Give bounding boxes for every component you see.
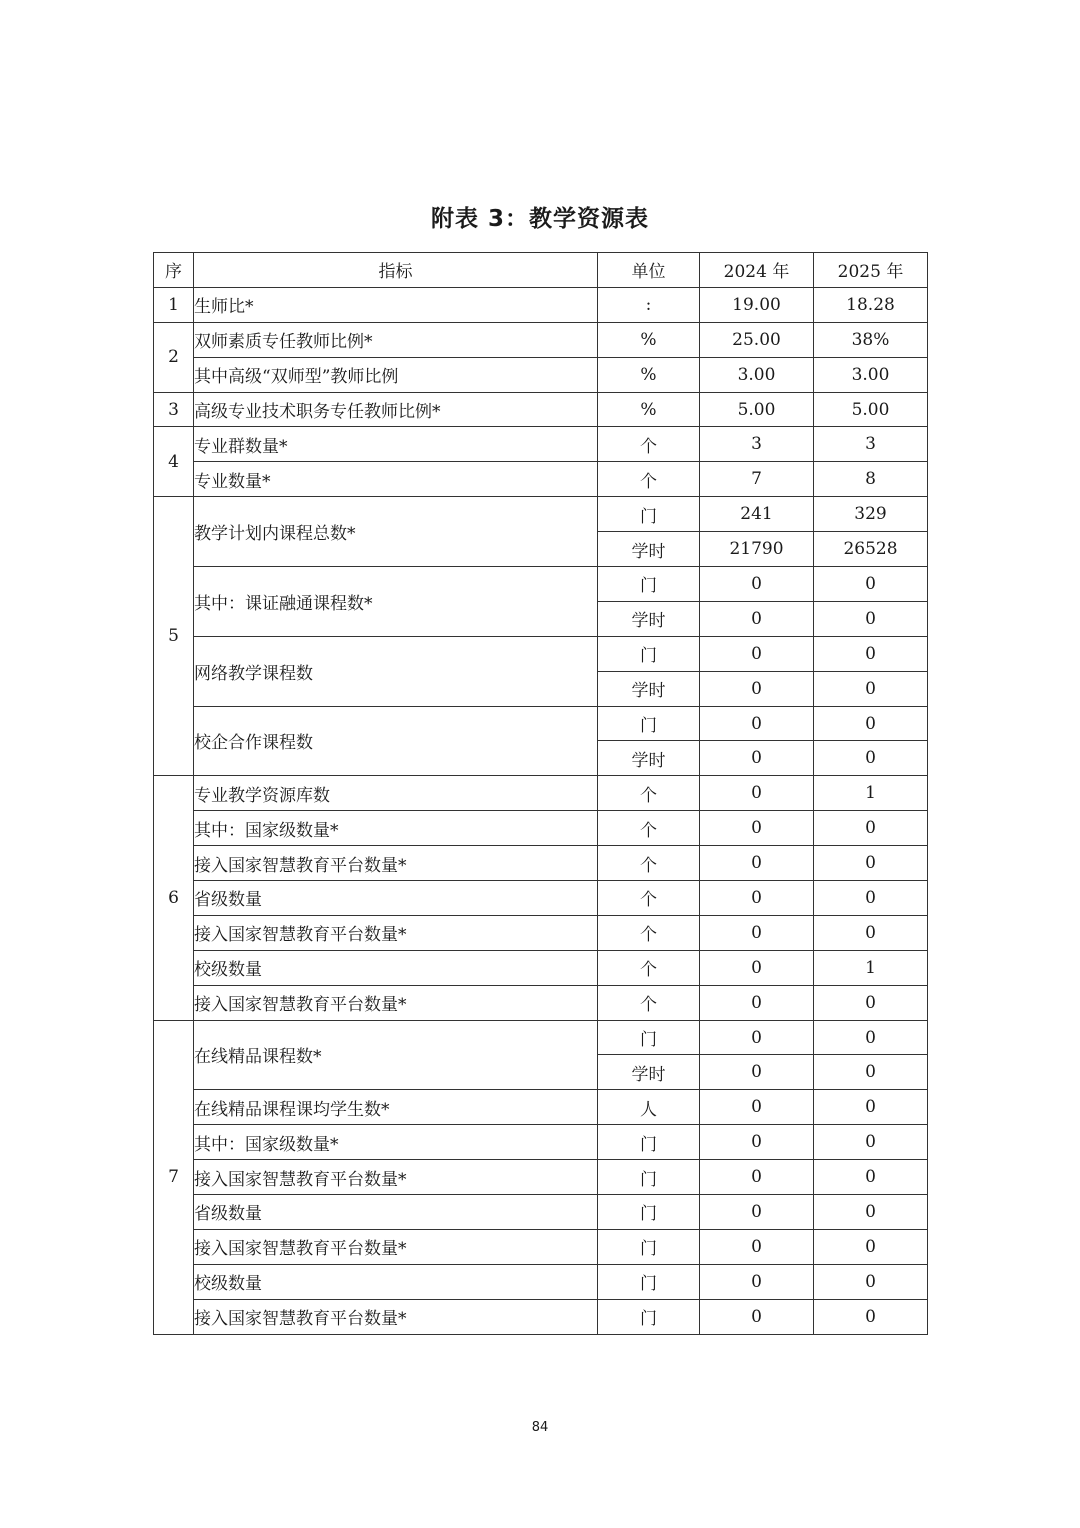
value-2025-cell: 1 <box>814 776 928 811</box>
header-seq: 序 <box>154 253 194 288</box>
table-row <box>154 636 928 671</box>
value-2024-cell: 7 <box>700 462 814 497</box>
table-row <box>154 1195 928 1230</box>
value-2025-cell: 0 <box>814 601 928 636</box>
indicator-cell: 教学计划内课程总数* <box>194 497 598 567</box>
indicator-cell: 在线精品课程数* <box>194 1020 598 1090</box>
table-row <box>154 1299 928 1334</box>
seq-cell: 2 <box>154 322 194 392</box>
page-number: 84 <box>531 1420 549 1435</box>
value-2024-cell: 19.00 <box>700 287 814 322</box>
indicator-cell: 其中：国家级数量* <box>194 811 598 846</box>
indicator-cell: 校级数量 <box>194 1264 598 1299</box>
unit-cell: 门 <box>598 1020 700 1055</box>
value-2025-cell: 0 <box>814 741 928 776</box>
unit-cell: 门 <box>598 706 700 741</box>
seq-cell: 6 <box>154 776 194 1020</box>
unit-cell: 门 <box>598 1229 700 1264</box>
value-2024-cell: 0 <box>700 915 814 950</box>
unit-cell: 门 <box>598 1160 700 1195</box>
unit-cell: % <box>598 322 700 357</box>
value-2025-cell: 0 <box>814 1229 928 1264</box>
table-row <box>154 1125 928 1160</box>
indicator-cell: 接入国家智慧教育平台数量* <box>194 846 598 881</box>
table-row <box>154 497 928 532</box>
value-2024-cell: 0 <box>700 671 814 706</box>
value-2025-cell: 0 <box>814 636 928 671</box>
value-2024-cell: 0 <box>700 1055 814 1090</box>
unit-cell: 个 <box>598 950 700 985</box>
table-row <box>154 1264 928 1299</box>
table-row <box>154 706 928 741</box>
header-indicator: 指标 <box>194 253 598 288</box>
indicator-cell: 在线精品课程课均学生数* <box>194 1090 598 1125</box>
table-row <box>154 1020 928 1055</box>
unit-cell: 人 <box>598 1090 700 1125</box>
unit-cell: 学时 <box>598 671 700 706</box>
table-row <box>154 881 928 916</box>
indicator-cell: 接入国家智慧教育平台数量* <box>194 985 598 1020</box>
unit-cell: 个 <box>598 915 700 950</box>
seq-cell: 7 <box>154 1020 194 1334</box>
table-row <box>154 567 928 602</box>
value-2025-cell: 0 <box>814 706 928 741</box>
seq-cell: 1 <box>154 287 194 322</box>
table-row <box>154 462 928 497</box>
table-row <box>154 985 928 1020</box>
value-2025-cell: 0 <box>814 1055 928 1090</box>
unit-cell: 门 <box>598 497 700 532</box>
value-2025-cell: 0 <box>814 846 928 881</box>
value-2025-cell: 26528 <box>814 532 928 567</box>
unit-cell: 门 <box>598 567 700 602</box>
value-2025-cell: 0 <box>814 1090 928 1125</box>
unit-cell: % <box>598 357 700 392</box>
value-2025-cell: 18.28 <box>814 287 928 322</box>
table-row <box>154 811 928 846</box>
value-2025-cell: 0 <box>814 985 928 1020</box>
value-2024-cell: 0 <box>700 741 814 776</box>
unit-cell: 学时 <box>598 601 700 636</box>
value-2024-cell: 25.00 <box>700 322 814 357</box>
seq-cell: 5 <box>154 497 194 776</box>
value-2025-cell: 0 <box>814 1299 928 1334</box>
value-2024-cell: 0 <box>700 1020 814 1055</box>
value-2025-cell: 0 <box>814 881 928 916</box>
unit-cell: 个 <box>598 985 700 1020</box>
value-2025-cell: 0 <box>814 1264 928 1299</box>
value-2024-cell: 0 <box>700 776 814 811</box>
header-row <box>154 253 928 288</box>
unit-cell: 学时 <box>598 1055 700 1090</box>
value-2024-cell: 0 <box>700 1264 814 1299</box>
indicator-cell: 省级数量 <box>194 1195 598 1230</box>
table-row <box>154 357 928 392</box>
indicator-cell: 生师比* <box>194 287 598 322</box>
value-2024-cell: 0 <box>700 985 814 1020</box>
value-2024-cell: 0 <box>700 881 814 916</box>
table-row <box>154 1090 928 1125</box>
value-2024-cell: 0 <box>700 1125 814 1160</box>
value-2024-cell: 0 <box>700 1299 814 1334</box>
value-2024-cell: 0 <box>700 1195 814 1230</box>
value-2025-cell: 38% <box>814 322 928 357</box>
indicator-cell: 其中高级“双师型”教师比例 <box>194 357 598 392</box>
header-2025: 2025 年 <box>814 253 928 288</box>
table-row <box>154 1229 928 1264</box>
value-2025-cell: 0 <box>814 1125 928 1160</box>
unit-cell: 门 <box>598 1125 700 1160</box>
indicator-cell: 专业教学资源库数 <box>194 776 598 811</box>
unit-cell: : <box>598 287 700 322</box>
value-2024-cell: 0 <box>700 846 814 881</box>
unit-cell: 门 <box>598 1264 700 1299</box>
value-2024-cell: 5.00 <box>700 392 814 427</box>
indicator-cell: 高级专业技术职务专任教师比例* <box>194 392 598 427</box>
value-2024-cell: 0 <box>700 601 814 636</box>
indicator-cell: 其中：国家级数量* <box>194 1125 598 1160</box>
value-2025-cell: 8 <box>814 462 928 497</box>
value-2024-cell: 0 <box>700 950 814 985</box>
unit-cell: 个 <box>598 427 700 462</box>
table-row <box>154 915 928 950</box>
value-2025-cell: 0 <box>814 671 928 706</box>
value-2025-cell: 0 <box>814 1020 928 1055</box>
value-2025-cell: 1 <box>814 950 928 985</box>
value-2025-cell: 0 <box>814 1160 928 1195</box>
value-2024-cell: 0 <box>700 1160 814 1195</box>
table-row <box>154 392 928 427</box>
value-2025-cell: 5.00 <box>814 392 928 427</box>
value-2025-cell: 3 <box>814 427 928 462</box>
indicator-cell: 接入国家智慧教育平台数量* <box>194 1160 598 1195</box>
unit-cell: 个 <box>598 811 700 846</box>
indicator-cell: 省级数量 <box>194 881 598 916</box>
value-2024-cell: 0 <box>700 811 814 846</box>
seq-cell: 3 <box>154 392 194 427</box>
unit-cell: 门 <box>598 636 700 671</box>
indicator-cell: 专业数量* <box>194 462 598 497</box>
indicator-cell: 网络教学课程数 <box>194 636 598 706</box>
value-2025-cell: 0 <box>814 811 928 846</box>
value-2024-cell: 3.00 <box>700 357 814 392</box>
teaching-resources-table <box>153 252 928 1335</box>
value-2025-cell: 0 <box>814 915 928 950</box>
value-2025-cell: 329 <box>814 497 928 532</box>
value-2024-cell: 0 <box>700 636 814 671</box>
value-2024-cell: 0 <box>700 706 814 741</box>
indicator-cell: 接入国家智慧教育平台数量* <box>194 915 598 950</box>
unit-cell: 学时 <box>598 532 700 567</box>
unit-cell: 个 <box>598 776 700 811</box>
header-2024: 2024 年 <box>700 253 814 288</box>
unit-cell: 个 <box>598 846 700 881</box>
unit-cell: 门 <box>598 1195 700 1230</box>
value-2025-cell: 0 <box>814 1195 928 1230</box>
table-row <box>154 950 928 985</box>
unit-cell: 门 <box>598 1299 700 1334</box>
table-row <box>154 427 928 462</box>
value-2025-cell: 0 <box>814 567 928 602</box>
table-row <box>154 776 928 811</box>
value-2024-cell: 3 <box>700 427 814 462</box>
table-row <box>154 1160 928 1195</box>
indicator-cell: 接入国家智慧教育平台数量* <box>194 1299 598 1334</box>
value-2025-cell: 3.00 <box>814 357 928 392</box>
table-title: 附表 3：教学资源表 <box>430 206 649 232</box>
indicator-cell: 其中：课证融通课程数* <box>194 567 598 637</box>
unit-cell: 个 <box>598 881 700 916</box>
table-row <box>154 287 928 322</box>
unit-cell: 个 <box>598 462 700 497</box>
value-2024-cell: 241 <box>700 497 814 532</box>
table-row <box>154 322 928 357</box>
unit-cell: 学时 <box>598 741 700 776</box>
indicator-cell: 校级数量 <box>194 950 598 985</box>
seq-cell: 4 <box>154 427 194 497</box>
value-2024-cell: 0 <box>700 1229 814 1264</box>
indicator-cell: 双师素质专任教师比例* <box>194 322 598 357</box>
table-row <box>154 846 928 881</box>
indicator-cell: 校企合作课程数 <box>194 706 598 776</box>
indicator-cell: 专业群数量* <box>194 427 598 462</box>
unit-cell: % <box>598 392 700 427</box>
value-2024-cell: 0 <box>700 567 814 602</box>
indicator-cell: 接入国家智慧教育平台数量* <box>194 1229 598 1264</box>
header-unit: 单位 <box>598 253 700 288</box>
value-2024-cell: 0 <box>700 1090 814 1125</box>
value-2024-cell: 21790 <box>700 532 814 567</box>
